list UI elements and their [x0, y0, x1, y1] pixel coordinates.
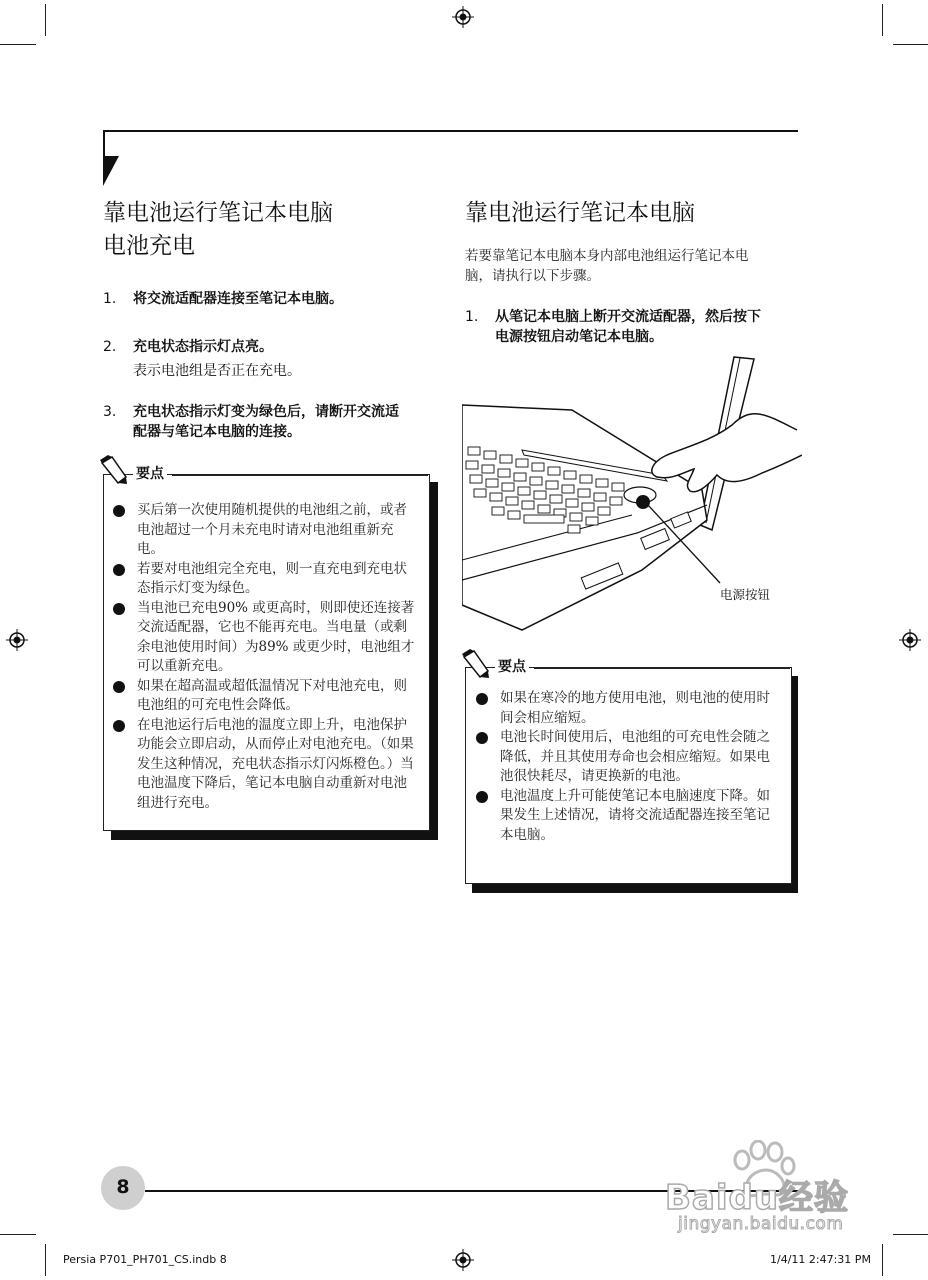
note-title-rule: [534, 667, 790, 669]
crop-mark: [0, 1234, 36, 1235]
pencil-icon: [98, 455, 128, 485]
left-step-3: [103, 402, 448, 442]
left-step-2-description: 表示电池组是否正在充电。: [133, 363, 301, 379]
registration-mark-icon: [452, 6, 474, 28]
note-title: 要点: [133, 463, 167, 483]
list-item: 电池长时间使用后，电池组的可充电性会随之降低，并且其使用寿命也会相应缩短。如果电池很快耗尽，请更换新的电池。: [476, 728, 782, 787]
crop-mark: [45, 4, 46, 36]
left-note-bullets: [113, 501, 419, 813]
page-number: 8: [116, 1176, 130, 1198]
bullet-icon: [113, 505, 125, 517]
watermark-url: jingyan.baidu.com: [678, 1214, 844, 1234]
bullet-icon: [113, 720, 125, 732]
step-number: 2.: [103, 339, 117, 355]
footer-timestamp: 1/4/11 2:47:31 PM: [770, 1253, 871, 1266]
right-intro-line-2: 脑，请执行以下步骤。: [465, 268, 600, 284]
list-item: 当电池已充电90% 或更高时，则即使还连接著交流适配器，它也不能再充电。当电量（或剩余电池使用时间）为89% 或更少时，电池组才可以重新充电。: [113, 599, 419, 677]
bullet-icon: [113, 681, 125, 693]
step-number: 3.: [103, 404, 117, 420]
right-step-1: [465, 307, 805, 347]
bullet-icon: [113, 603, 125, 615]
list-item: 如果在寒冷的地方使用电池，则电池的使用时间会相应缩短。: [476, 689, 782, 728]
bullet-icon: [476, 732, 488, 744]
step-text: 将交流适配器连接至笔记本电脑。: [133, 291, 343, 307]
power-button-label: 电源按钮: [720, 587, 771, 602]
crop-mark: [893, 1234, 928, 1235]
registration-mark-icon: [899, 629, 921, 651]
crop-mark: [45, 1244, 46, 1276]
footer-file-name: Persia P701_PH701_CS.indb 8: [63, 1253, 227, 1266]
step-text-line-1: 从笔记本电脑上断开交流适配器，然后按下: [495, 309, 761, 325]
bullet-icon: [476, 791, 488, 803]
watermark-text: Baidu经验: [665, 1178, 850, 1218]
right-heading: 靠电池运行笔记本电脑: [465, 200, 695, 226]
left-heading-2: 电池充电: [103, 233, 195, 259]
crop-mark: [882, 4, 883, 36]
pencil-icon: [460, 649, 490, 679]
list-item: 若要对电池组完全充电，则一直充电到充电状态指示灯变为绿色。: [113, 560, 419, 599]
crop-mark: [0, 44, 36, 45]
crop-mark: [893, 44, 928, 45]
corner-tab-icon: [103, 156, 119, 186]
list-item: 买后第一次使用随机提供的电池组之前，或者电池超过一个月未充电时请对电池组重新充电。: [113, 501, 419, 560]
bullet-icon: [476, 693, 488, 705]
step-text-line-2: 配器与笔记本电脑的连接。: [133, 424, 301, 440]
left-step-2: [103, 337, 443, 357]
header-rule: [103, 130, 798, 132]
list-item: 如果在超高温或超低温情况下对电池充电，则电池组的可充电性会降低。: [113, 677, 419, 716]
step-number: 1.: [465, 309, 479, 325]
crop-mark: [882, 1244, 883, 1276]
right-note-bullets: [476, 689, 782, 845]
registration-mark-icon: [452, 1249, 474, 1271]
left-heading-1: 靠电池运行笔记本电脑: [103, 200, 333, 226]
note-title: 要点: [495, 656, 529, 676]
step-text: 充电状态指示灯点亮。: [133, 339, 273, 355]
right-intro-line-1: 若要靠笔记本电脑本身内部电池组运行笔记本电: [465, 248, 749, 264]
list-item: 电池温度上升可能使笔记本电脑速度下降。如果发生上述情况，请将交流适配器连接至笔记本电脑。: [476, 787, 782, 846]
registration-mark-icon: [6, 629, 28, 651]
bullet-icon: [113, 564, 125, 576]
list-item: 在电池运行后电池的温度立即上升，电池保护功能会立即启动，从而停止对电池充电。（如果发生这种情况，充电状态指示灯闪烁橙色。）当电池温度下降后，笔记本电脑自动重新对电池组进行充电。: [113, 716, 419, 814]
step-number: 1.: [103, 291, 117, 307]
note-title-rule: [172, 474, 428, 476]
step-text-line-1: 充电状态指示灯变为绿色后，请断开交流适: [133, 404, 399, 420]
left-step-1: [103, 289, 443, 309]
step-text-line-2: 电源按钮启动笔记本电脑。: [495, 329, 663, 345]
